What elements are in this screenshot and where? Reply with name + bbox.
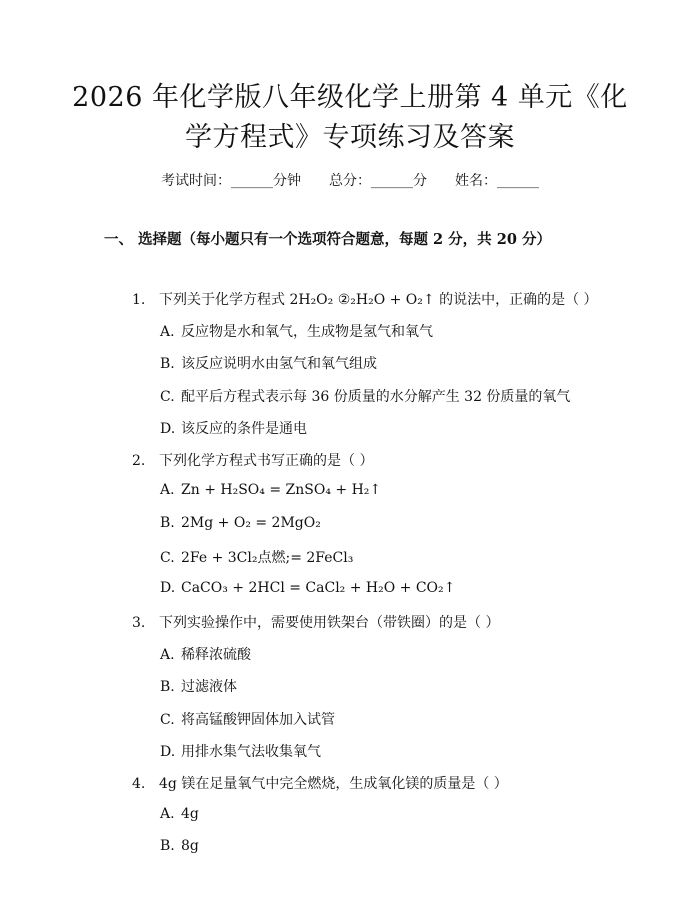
option-label: B. <box>160 356 175 372</box>
answer-option <box>160 644 251 664</box>
option-label: C. <box>160 712 175 728</box>
section-title: 选择题（每小题只有一个选项符合题意，每题 2 分，共 20 分） <box>138 231 551 248</box>
option-label: A. <box>160 482 175 498</box>
question-text: 下列实验操作中，需要使用铁架台（带铁圈）的是（ ） <box>159 615 500 631</box>
question-number: 4. <box>132 776 146 792</box>
option-text: CaCO₃ + 2HCl = CaCl₂ + H₂O + CO₂↑ <box>181 580 456 596</box>
answer-option <box>160 741 321 761</box>
answer-option <box>160 321 433 341</box>
option-text: 过滤液体 <box>181 679 237 695</box>
option-text: 将高锰酸钾固体加入试管 <box>181 712 335 728</box>
section-number: 一、 <box>104 231 133 248</box>
answer-option <box>160 709 335 729</box>
question-stem <box>132 612 499 632</box>
answer-option <box>160 838 199 854</box>
exam-info <box>0 170 700 190</box>
answer-option <box>160 482 381 498</box>
option-label: B. <box>160 838 175 854</box>
option-label: D. <box>160 744 176 760</box>
document-title <box>60 78 640 158</box>
question-stem <box>132 773 508 793</box>
question-text: 下列关于化学方程式 2H₂O₂ ②₂H₂O + O₂↑ 的说法中，正确的是（ ） <box>159 292 598 308</box>
option-text: 该反应的条件是通电 <box>181 421 307 437</box>
option-text: 2Mg + O₂ = 2MgO₂ <box>181 515 321 531</box>
option-label: D. <box>160 580 176 596</box>
option-label: A. <box>160 647 175 663</box>
option-text: 8g <box>181 838 199 854</box>
option-label: C. <box>160 550 175 566</box>
answer-option <box>160 806 199 822</box>
option-label: C. <box>160 389 175 405</box>
exam-time-field: 考试时间：______分钟 <box>161 173 301 189</box>
option-label: A. <box>160 806 175 822</box>
section-heading <box>104 228 551 249</box>
option-label: D. <box>160 421 176 437</box>
title-line-2: 学方程式》专项练习及答案 <box>185 122 515 153</box>
answer-option <box>160 418 307 438</box>
total-score-field: 总分：______分 <box>329 173 427 189</box>
question-stem <box>132 450 373 470</box>
answer-option <box>160 353 377 373</box>
question-number: 3. <box>132 615 146 631</box>
title-line-1: 2026 年化学版八年级化学上册第 4 单元《化 <box>72 82 628 113</box>
question-text: 下列化学方程式书写正确的是（ ） <box>159 453 374 469</box>
name-field: 姓名：______ <box>455 173 539 189</box>
option-label: B. <box>160 679 175 695</box>
question-text: 4g 镁在足量氧气中完全燃烧，生成氧化镁的质量是（ ） <box>159 776 508 792</box>
option-label: B. <box>160 515 175 531</box>
answer-option <box>160 547 353 567</box>
answer-option <box>160 386 570 406</box>
question-number: 2. <box>132 453 146 469</box>
option-text: 反应物是水和氧气，生成物是氢气和氧气 <box>181 324 433 340</box>
answer-option <box>160 515 321 531</box>
question-stem <box>132 289 598 309</box>
option-text: 配平后方程式表示每 36 份质量的水分解产生 32 份质量的氧气 <box>181 389 571 405</box>
option-text: 4g <box>181 806 199 822</box>
option-label: A. <box>160 324 175 340</box>
question-number: 1. <box>132 292 146 308</box>
answer-option <box>160 676 237 696</box>
option-text: 2Fe + 3Cl₂点燃;= 2FeCl₃ <box>181 550 354 566</box>
option-text: 该反应说明水由氢气和氧气组成 <box>181 356 377 372</box>
answer-option <box>160 580 455 596</box>
option-text: 稀释浓硫酸 <box>181 647 251 663</box>
option-text: Zn + H₂SO₄ = ZnSO₄ + H₂↑ <box>181 482 382 498</box>
option-text: 用排水集气法收集氧气 <box>181 744 321 760</box>
